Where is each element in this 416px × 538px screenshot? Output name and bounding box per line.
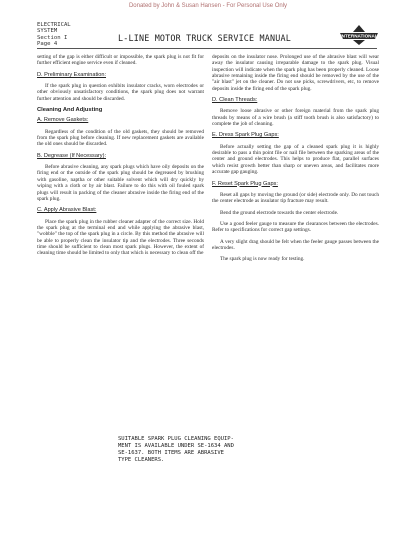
- section-heading: F. Reset Spark Plug Gaps:: [212, 180, 278, 187]
- right-column: [212, 54, 379, 268]
- note-line: TYPE CLEANERS.: [118, 457, 165, 463]
- paragraph: The spark plug is now ready for testing.: [220, 256, 305, 263]
- note-line: SUITABLE SPARK PLUG CLEANING EQUIP-: [118, 436, 234, 442]
- paragraph: Place the spark plug in the rubber cleaner adapter of the correct size. Hold the spark plug at the terminal end and while applying the abrasive blast, "wobble" the top of the spark plug in a circle. By this method the abrasive will be able to properly clean the insulator tip and the electrodes. Three seconds time should be sufficient to clean most spark plugs. However, the extent of cleaning time should be limited to only that which is necessary to clean off the: [37, 218, 204, 257]
- page-title: L-LINE MOTOR TRUCK SERVICE MANUAL: [118, 33, 291, 43]
- international-logo: [337, 24, 381, 46]
- paragraph: Before actually setting the gap of a cleaned spark plug it is highly desirable to pass a thin point file or nail file between the sparking areas of the center and ground electrodes. This helps to produce flat, parallel surfaces which resist growth better than sharp or uneven areas, and facilitates more accurate gap gauging.: [212, 143, 379, 176]
- donation-notice: Donated by John & Susan Hansen - For Personal Use Only: [128, 3, 288, 9]
- equipment-note: [118, 436, 338, 464]
- paragraph: A very slight drag should be felt when the feeler gauge passes between the electrodes.: [212, 238, 379, 251]
- note-line: MENT IS AVAILABLE UNDER SE-1634 AND: [118, 443, 234, 449]
- section-heading: D. Clean Threads:: [212, 97, 258, 104]
- paragraph: deposits on the insulator nose. Prolonged use of the abrasive blast will wear away the insulator causing irreparable damage to the spark plug. Visual inspection will indicate when the spark plug has been properly cleaned. Loose abrasive remaining inside the firing end should be removed by the use of the "air blast" jet on the cleaner. Do not use picks, screwdrivers, etc, to remove deposits inside the firing end of the spark plug.: [212, 54, 379, 92]
- section-info: [37, 22, 71, 48]
- section-heading: B. Degrease (If Necessary):: [37, 152, 107, 159]
- section-heading: E. Dress Spark Plug Gaps:: [212, 132, 279, 139]
- note-line: SE-1637. BOTH ITEMS ARE ABRASIVE: [118, 450, 224, 456]
- section-heading: A. Remove Gaskets:: [37, 117, 89, 124]
- section-line: Page 4: [37, 41, 58, 48]
- section-line: ELECTRICAL: [37, 22, 71, 28]
- left-column: [37, 54, 204, 262]
- paragraph: Use a good feeler gauge to measure the clearances between the electrodes. Refer to specifications for correct gap settings.: [212, 220, 379, 234]
- header-rule: [37, 48, 377, 49]
- paragraph: Reset all gaps by moving the ground (or side) electrode only. Do not touch the center electrode as insulator tip fracture may result.: [212, 191, 379, 205]
- chapter-heading: Cleaning And Adjusting: [37, 107, 103, 114]
- paragraph: Remove loose abrasive or other foreign material from the spark plug threads by means of a wire brush (a stiff tooth brush is also satisfactory) to complete the job of cleaning.: [212, 108, 379, 128]
- paragraph: Before abrasive cleaning, any spark plugs which have oily deposits on the firing end or the outside of the spark plug should be degreased by brushing with gasoline, naptha or other suitable solvent which will dry quickly by wiping with a cloth or by air blast. Failure to do this with oil fouled spark plugs will result in packing of the cleaner abrasive inside the firing end of the spark plug.: [37, 164, 204, 202]
- section-heading: D. Preliminary Examination:: [37, 71, 107, 78]
- section-heading: C. Apply Abrasive Blast:: [37, 207, 97, 214]
- paragraph: Regardless of the condition of the old gaskets, they should be removed from the spark plug before cleaning. If new replacement gaskets are available the old ones should be discarded.: [37, 128, 204, 148]
- logo-text: INTERNATIONAL: [340, 33, 378, 39]
- paragraph: Bend the ground electrode towards the center electrode.: [220, 209, 339, 216]
- paragraph: If the spark plug in question exhibits insulator cracks, worn electrodes or other obviously unsatisfactory conditions, the spark plug does not warrant further attention and should be discarded.: [37, 83, 204, 102]
- section-line: SYSTEM: [37, 28, 58, 35]
- paragraph: setting of the gap is either difficult or impossible, the spark plug is not fit for further efficient engine service even if cleaned.: [37, 54, 204, 67]
- section-line: Section I: [37, 34, 68, 41]
